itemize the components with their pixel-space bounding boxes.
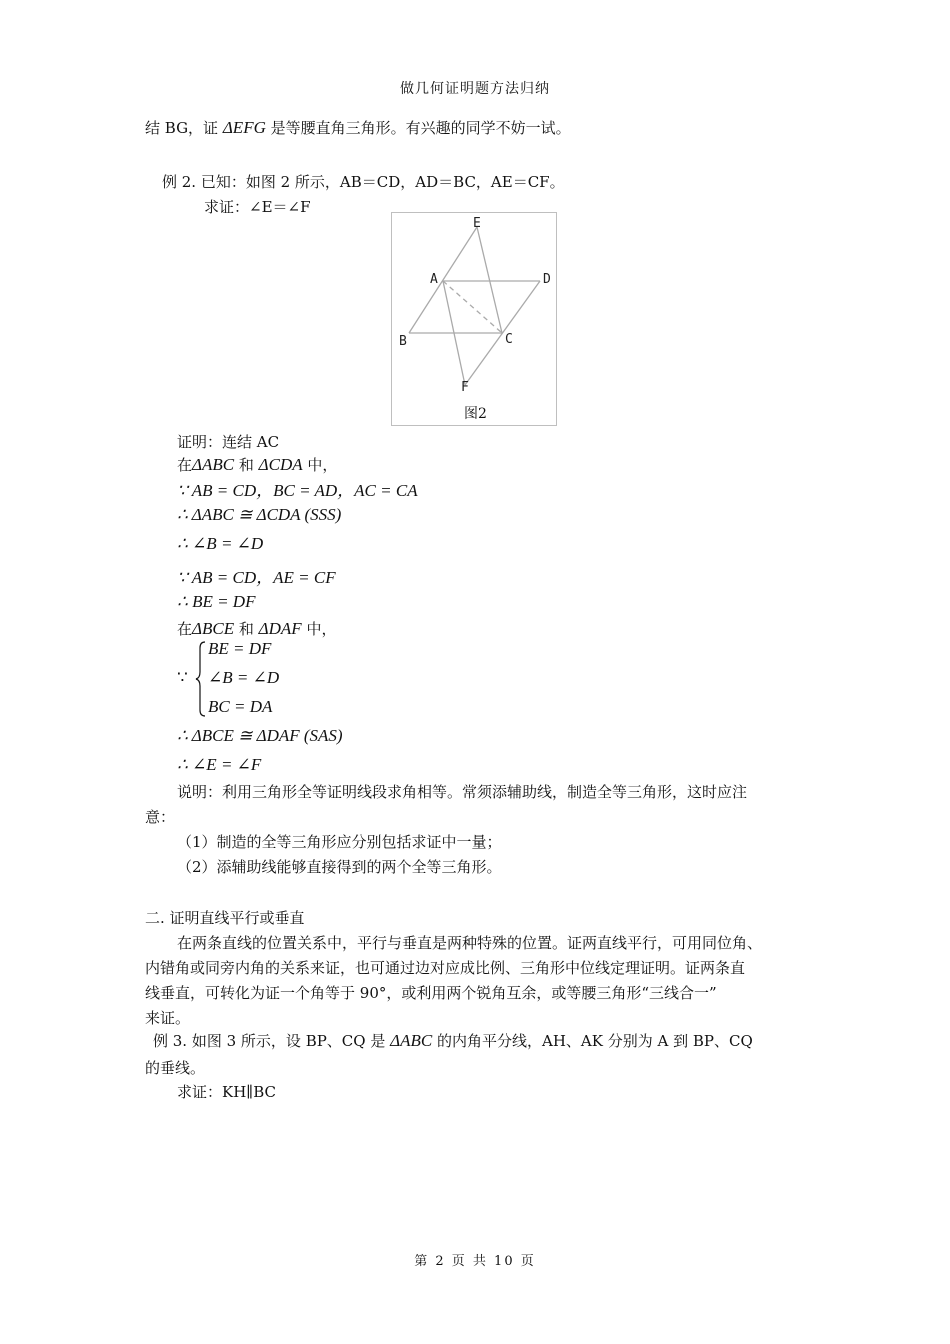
system-eq-3: BC = DA	[208, 697, 273, 716]
proof-line-5: ∴ ∠B = ∠D	[177, 534, 264, 553]
example3-line-1-math: ΔABC	[390, 1031, 433, 1050]
proof-line-8-b: 和	[234, 620, 259, 638]
note-item-2: （2）添辅助线能够直接得到的两个全等三角形。	[177, 858, 502, 876]
example3-line-1-a: 例 3. 如图 3 所示，设 BP、CQ 是	[153, 1032, 391, 1050]
proof-line-2-c: 中，	[302, 456, 338, 474]
equation-system	[177, 640, 327, 718]
section-2-paragraph-1: 在两条直线的位置关系中，平行与垂直是两种特殊的位置。证两直线平行，可用同位角、	[177, 934, 763, 952]
system-eq-2: ∠B = ∠D	[208, 668, 280, 687]
point-F-label: F	[461, 380, 469, 395]
note-line-2: 意：	[145, 808, 176, 826]
point-D-label: D	[543, 272, 551, 287]
proof-line-8-m1: ΔBCE	[192, 619, 235, 638]
section-2-paragraph-2: 内错角或同旁内角的关系来证，也可通过边对应成比例、三角形中位线定理证明。证两条直	[145, 959, 746, 977]
proof-line-2	[177, 454, 337, 475]
example3-line-2: 的垂线。	[145, 1059, 206, 1077]
segment-BE	[409, 227, 477, 333]
note-item-1: （1）制造的全等三角形应分别包括求证中一量；	[177, 833, 502, 851]
section-2-paragraph-3: 线垂直，可转化为证一个角等于 90°，或利用两个锐角互余，或等腰三角形“三线合一”	[145, 984, 717, 1002]
proof-line-2-m2: ΔCDA	[258, 455, 303, 474]
section-2-paragraph-4: 来证。	[145, 1009, 191, 1027]
point-B-label: B	[399, 334, 407, 349]
proof-line-2-b: 和	[234, 456, 259, 474]
proof-line-7: ∴ BE = DF	[177, 592, 256, 611]
system-eq-1: BE = DF	[208, 639, 272, 658]
intro-math: ΔEFG	[222, 118, 266, 137]
section-2-heading: 二. 证明直线平行或垂直	[145, 909, 305, 927]
intro-text-prefix: 结 BG，证	[145, 119, 223, 137]
example2-given: 例 2. 已知：如图 2 所示，AB＝CD，AD＝BC，AE＝CF。	[162, 173, 565, 191]
proof-line-4: ∴ ΔABC ≅ ΔCDA (SSS)	[177, 505, 342, 524]
point-E-label: E	[473, 216, 481, 231]
system-because: ∵	[177, 668, 188, 687]
proof-line-3: ∵ AB = CD，BC = AD，AC = CA	[177, 481, 418, 500]
left-brace-icon	[195, 640, 207, 718]
proof-line-8-a: 在	[177, 620, 193, 638]
proof-line-1: 证明：连结 AC	[177, 433, 280, 451]
note-line-1: 说明：利用三角形全等证明线段求角相等。常须添辅助线，制造全等三角形，这时应注	[177, 783, 748, 801]
point-C-label: C	[505, 332, 513, 347]
intro-text-suffix: 是等腰直角三角形。有兴趣的同学不妨一试。	[265, 119, 571, 137]
point-A-label: A	[430, 272, 438, 287]
example3-prove: 求证：KH∥BC	[177, 1083, 276, 1101]
example3-line-1	[153, 1030, 753, 1051]
proof-line-8-c: 中，	[301, 620, 337, 638]
page-header: 做几何证明题方法归纳	[400, 81, 550, 97]
proof-line-2-m1: ΔABC	[192, 455, 235, 474]
example2-prove: 求证：∠E＝∠F	[204, 198, 311, 216]
figure-2	[391, 212, 557, 426]
page-footer: 第 2 页 共 10 页	[414, 1254, 536, 1269]
segment-EC	[477, 227, 502, 333]
proof-line-6: ∵ AB = CD，AE = CF	[177, 568, 336, 587]
proof-line-2-a: 在	[177, 456, 193, 474]
proof-line-8-m2: ΔDAF	[258, 619, 302, 638]
intro-line	[145, 117, 571, 138]
proof-line-9: ∴ ΔBCE ≅ ΔDAF (SAS)	[177, 726, 343, 745]
proof-line-10: ∴ ∠E = ∠F	[177, 755, 262, 774]
figure-caption: 图2	[464, 406, 487, 422]
figure-2-drawing	[392, 213, 558, 427]
proof-line-8	[177, 618, 336, 639]
example3-line-1-b: 的内角平分线，AH、AK 分别为 A 到 BP、CQ	[432, 1032, 753, 1050]
